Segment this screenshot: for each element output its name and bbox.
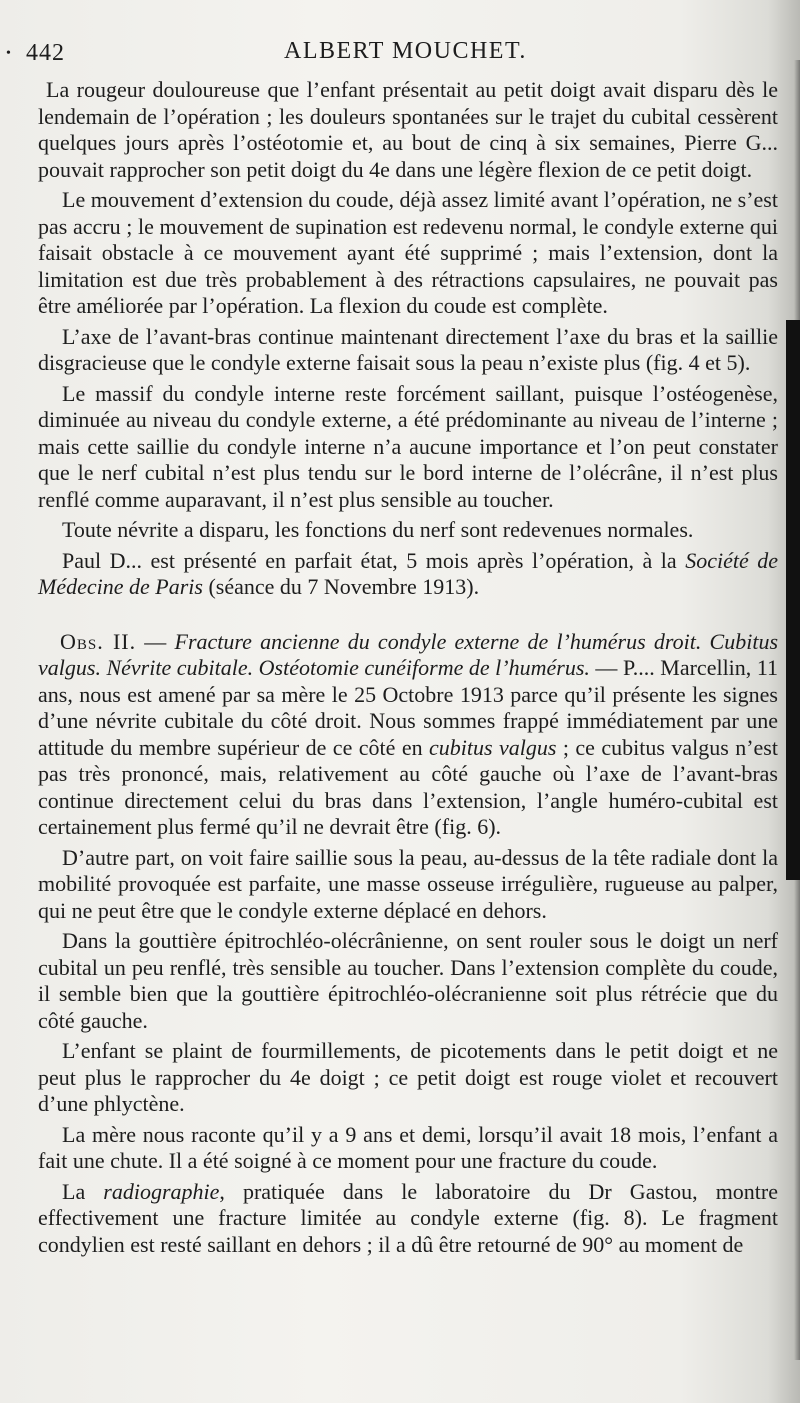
paragraph-text: ; ce cubitus valgus n’est pas très prononcé, mais, relativement au côté gauche où l’axe de l’avant-bras continue directement celui du bras dans l’extension, l’angle huméro-cubital est certainement plus fermé qu’il ne devrait être (fig. 6). bbox=[38, 734, 778, 839]
page-header bbox=[0, 36, 800, 70]
observation-label: Obs. II. bbox=[60, 628, 137, 654]
paragraph: Le massif du condyle interne reste forcément saillant, puisque l’ostéogenèse, diminuée au niveau du condyle externe, a été prédominante au niveau de l’interne ; mais cette saillie du condyle interne n’a aucune importance et l’on peut constater que le nerf cubital n’est plus tendu sur le bord interne de l’olécrâne, il n’est plus renflé comme auparavant, il n’est plus sensible au toucher. bbox=[38, 380, 778, 512]
paragraph: Le mouvement d’extension du coude, déjà assez limité avant l’opération, ne s’est pas accru ; le mouvement de supination est redevenu normal, le condyle externe qui faisait obstacle à ce mouvement ayant été supprimé ; mais l’extension, dont la limitation est due très probablement à des rétractions capsulaires, ne pouvait pas être améliorée par l’opération. La flexion du coude est complète. bbox=[38, 187, 778, 318]
italic-term: radiographie bbox=[103, 1178, 220, 1204]
observation-heading-paragraph bbox=[38, 629, 778, 841]
paragraph bbox=[38, 1179, 778, 1259]
paragraph-text: — P.... Marcellin, 11 ans, nous est amené par sa mère le 25 Octobre 1913 parce qu’il présente les signes d’une névrite cubitale du côté droit. Nous sommes frappé immédiatement par une attitude du membre supérieur de ce côté en bbox=[38, 655, 779, 760]
paragraph: La mère nous raconte qu’il y a 9 ans et demi, lorsqu’il avait 18 mois, l’enfant a fait une chute. Il a été soigné à ce moment pour une fracture du coude. bbox=[38, 1121, 778, 1173]
running-head: ALBERT MOUCHET. bbox=[284, 38, 527, 64]
observation-dash: — bbox=[136, 628, 175, 654]
observation-title: Fracture ancienne du condyle externe de l’humérus droit. Cubitus valgus. Névrite cubitale. Ostéotomie cunéiforme de l’humérus. bbox=[38, 628, 779, 680]
italic-term: cubitus valgus bbox=[429, 734, 557, 760]
paragraph-text: , pratiquée dans le laboratoire du Dr Gastou, montre effectivement une fracture limitée au condyle externe (fig. 8). Le fragment condylien est resté saillant en dehors ; il a dû être retourné de 90° au moment de bbox=[38, 1178, 779, 1257]
paragraph: D’autre part, on voit faire saillie sous la peau, au-dessus de la tête radiale dont la mobilité provoquée est parfaite, une masse osseuse irrégulière, rugueuse au palper, qui ne peut être que le condyle externe déplacé en dehors. bbox=[38, 844, 778, 923]
paragraph-text: (séance du 7 Novembre 1913). bbox=[202, 574, 480, 599]
paragraph-text: Paul D... est présenté en parfait état, 5 mois après l’opération, à la bbox=[62, 547, 686, 573]
paragraph: La rougeur douloureuse que l’enfant présentait au petit doigt avait disparu dès le lendemain de l’opération ; les douleurs spontanées sur le trajet du cubital cessèrent quelques jours après l’ostéotomie et, au bout de cinq à six semaines, Pierre G... pouvait rapprocher son petit doigt du 4e dans une légère flexion de ce petit doigt. bbox=[38, 77, 778, 182]
paragraph: L’enfant se plaint de fourmillements, de picotements dans le petit doigt et ne peut plus le rapprocher du 4e doigt ; ce petit doigt est rouge violet et recouvert d’une phlyctène. bbox=[38, 1038, 778, 1116]
paragraph: Toute névrite a disparu, les fonctions du nerf sont redevenues normales. bbox=[62, 517, 694, 542]
body-text bbox=[38, 77, 778, 1262]
society-name: Société de Médecine de Paris bbox=[38, 547, 778, 599]
paragraph: Dans la gouttière épitrochléo-olécrânienne, on sent rouler sous le doigt un nerf cubital un peu renflé, très sensible au toucher. Dans l’extension complète du coude, il semble bien que la gouttière épitrochléo-olécranienne soit plus rétrécie que du côté gauche. bbox=[38, 928, 778, 1033]
paragraph: L’axe de l’avant-bras continue maintenant directement l’axe du bras et la saillie disgracieuse que le condyle externe faisait sous la peau n’existe plus (fig. 4 et 5). bbox=[38, 323, 778, 375]
margin-bullet: • bbox=[6, 46, 11, 61]
page-number: 442 bbox=[26, 40, 65, 66]
paragraph bbox=[38, 548, 778, 601]
page-edge-dark-strip bbox=[786, 320, 800, 880]
paragraph-text: La bbox=[62, 1178, 104, 1204]
